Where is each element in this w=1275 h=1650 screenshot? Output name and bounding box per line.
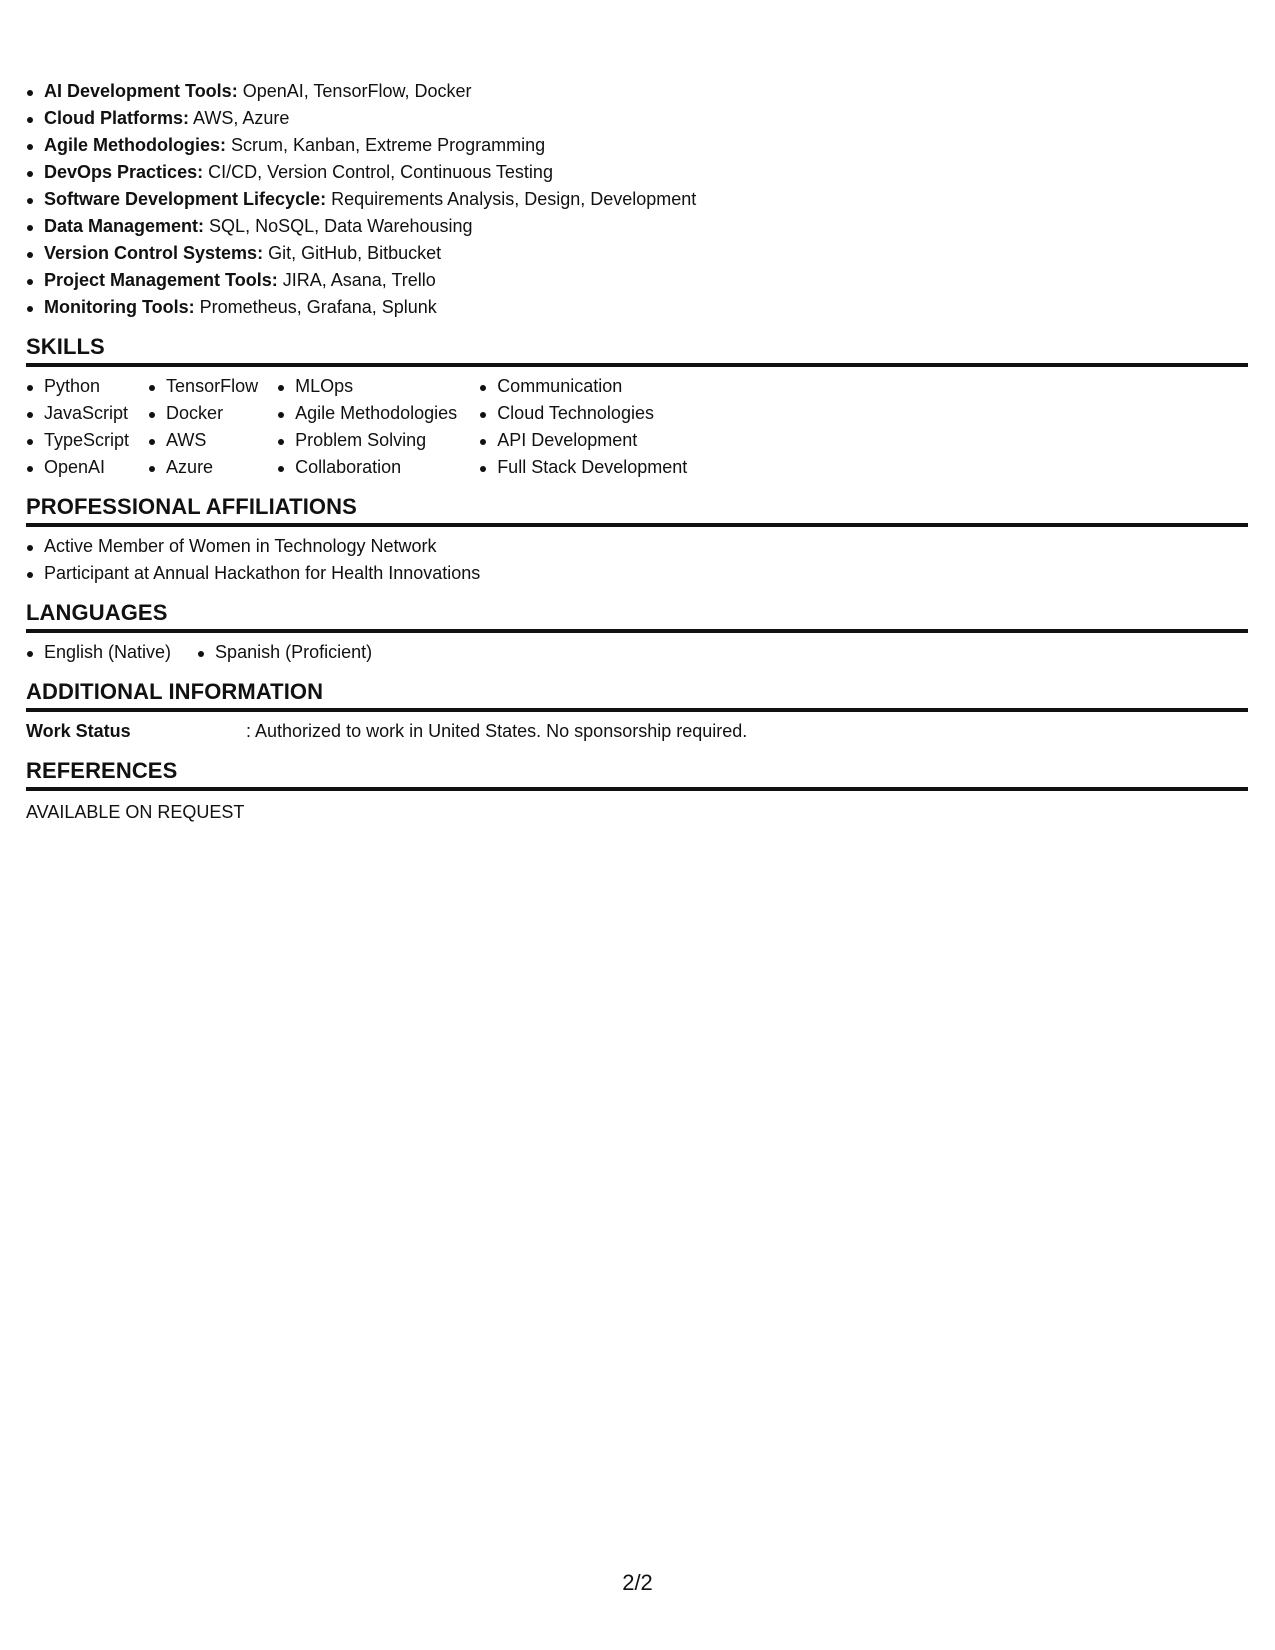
tool-label: Project Management Tools: bbox=[44, 270, 278, 290]
skill-item: JavaScript bbox=[26, 400, 129, 427]
languages-section bbox=[26, 599, 1248, 666]
page-number: 2/2 bbox=[622, 1570, 653, 1595]
tool-label: DevOps Practices: bbox=[44, 162, 204, 182]
tool-label: Agile Methodologies: bbox=[44, 135, 226, 155]
skill-item: OpenAI bbox=[26, 454, 129, 481]
tool-value: Prometheus, Grafana, Splunk bbox=[199, 297, 437, 317]
languages-list bbox=[26, 639, 1248, 666]
list-item bbox=[26, 213, 1248, 240]
work-status-value: : Authorized to work in United States. No sponsorship required. bbox=[246, 721, 748, 741]
additional-information-section bbox=[26, 678, 1248, 745]
list-item bbox=[26, 240, 1248, 267]
tool-label: Data Management: bbox=[44, 216, 205, 236]
section-heading-additional-information: ADDITIONAL INFORMATION bbox=[26, 678, 1248, 712]
skill-item: Full Stack Development bbox=[479, 454, 687, 481]
skill-item: API Development bbox=[479, 427, 687, 454]
section-heading-affiliations: PROFESSIONAL AFFILIATIONS bbox=[26, 493, 1248, 527]
tool-value: AWS, Azure bbox=[193, 108, 290, 128]
skill-item: MLOps bbox=[277, 373, 457, 400]
skills-column bbox=[479, 373, 687, 481]
tool-value: JIRA, Asana, Trello bbox=[282, 270, 436, 290]
skill-item: Agile Methodologies bbox=[277, 400, 457, 427]
skills-grid bbox=[26, 373, 1248, 481]
tools-list bbox=[26, 78, 1248, 321]
tool-value: OpenAI, TensorFlow, Docker bbox=[242, 81, 472, 101]
tool-value: CI/CD, Version Control, Continuous Testing bbox=[208, 162, 553, 182]
tool-value: Scrum, Kanban, Extreme Programming bbox=[231, 135, 546, 155]
tool-label: Software Development Lifecycle: bbox=[44, 189, 327, 209]
list-item bbox=[26, 78, 1248, 105]
skills-section bbox=[26, 333, 1248, 481]
references-section bbox=[26, 757, 1248, 826]
skill-item: Communication bbox=[479, 373, 687, 400]
skill-item: AWS bbox=[148, 427, 258, 454]
language-item: English (Native) bbox=[26, 639, 171, 666]
skills-column bbox=[26, 373, 129, 481]
list-item bbox=[26, 132, 1248, 159]
skill-item: Docker bbox=[148, 400, 258, 427]
affiliations-list bbox=[26, 533, 1248, 587]
language-item: Spanish (Proficient) bbox=[197, 639, 372, 666]
work-status-label: Work Status bbox=[26, 721, 131, 741]
list-item bbox=[26, 105, 1248, 132]
section-heading-languages: LANGUAGES bbox=[26, 599, 1248, 633]
tool-label: Cloud Platforms: bbox=[44, 108, 190, 128]
work-status-row bbox=[26, 718, 1248, 745]
section-heading-references: REFERENCES bbox=[26, 757, 1248, 791]
affiliation-item: Participant at Annual Hackathon for Health Innovations bbox=[26, 560, 1248, 587]
references-text: AVAILABLE ON REQUEST bbox=[26, 802, 245, 822]
tool-value: Requirements Analysis, Design, Development bbox=[331, 189, 697, 209]
tool-label: AI Development Tools: bbox=[44, 81, 238, 101]
affiliation-item: Active Member of Women in Technology Network bbox=[26, 533, 1248, 560]
skill-item: Collaboration bbox=[277, 454, 457, 481]
tool-value: SQL, NoSQL, Data Warehousing bbox=[209, 216, 473, 236]
affiliations-section bbox=[26, 493, 1248, 587]
skill-item: Azure bbox=[148, 454, 258, 481]
list-item bbox=[26, 294, 1248, 321]
tool-label: Version Control Systems: bbox=[44, 243, 264, 263]
skill-item: Python bbox=[26, 373, 129, 400]
skill-item: Problem Solving bbox=[277, 427, 457, 454]
skill-item: TensorFlow bbox=[148, 373, 258, 400]
tool-label: Monitoring Tools: bbox=[44, 297, 195, 317]
list-item bbox=[26, 159, 1248, 186]
section-heading-skills: SKILLS bbox=[26, 333, 1248, 367]
skill-item: Cloud Technologies bbox=[479, 400, 687, 427]
tool-value: Git, GitHub, Bitbucket bbox=[268, 243, 442, 263]
list-item bbox=[26, 186, 1248, 213]
list-item bbox=[26, 267, 1248, 294]
resume-content bbox=[26, 78, 1248, 826]
skills-column bbox=[148, 373, 258, 481]
skills-column bbox=[277, 373, 457, 481]
skill-item: TypeScript bbox=[26, 427, 129, 454]
